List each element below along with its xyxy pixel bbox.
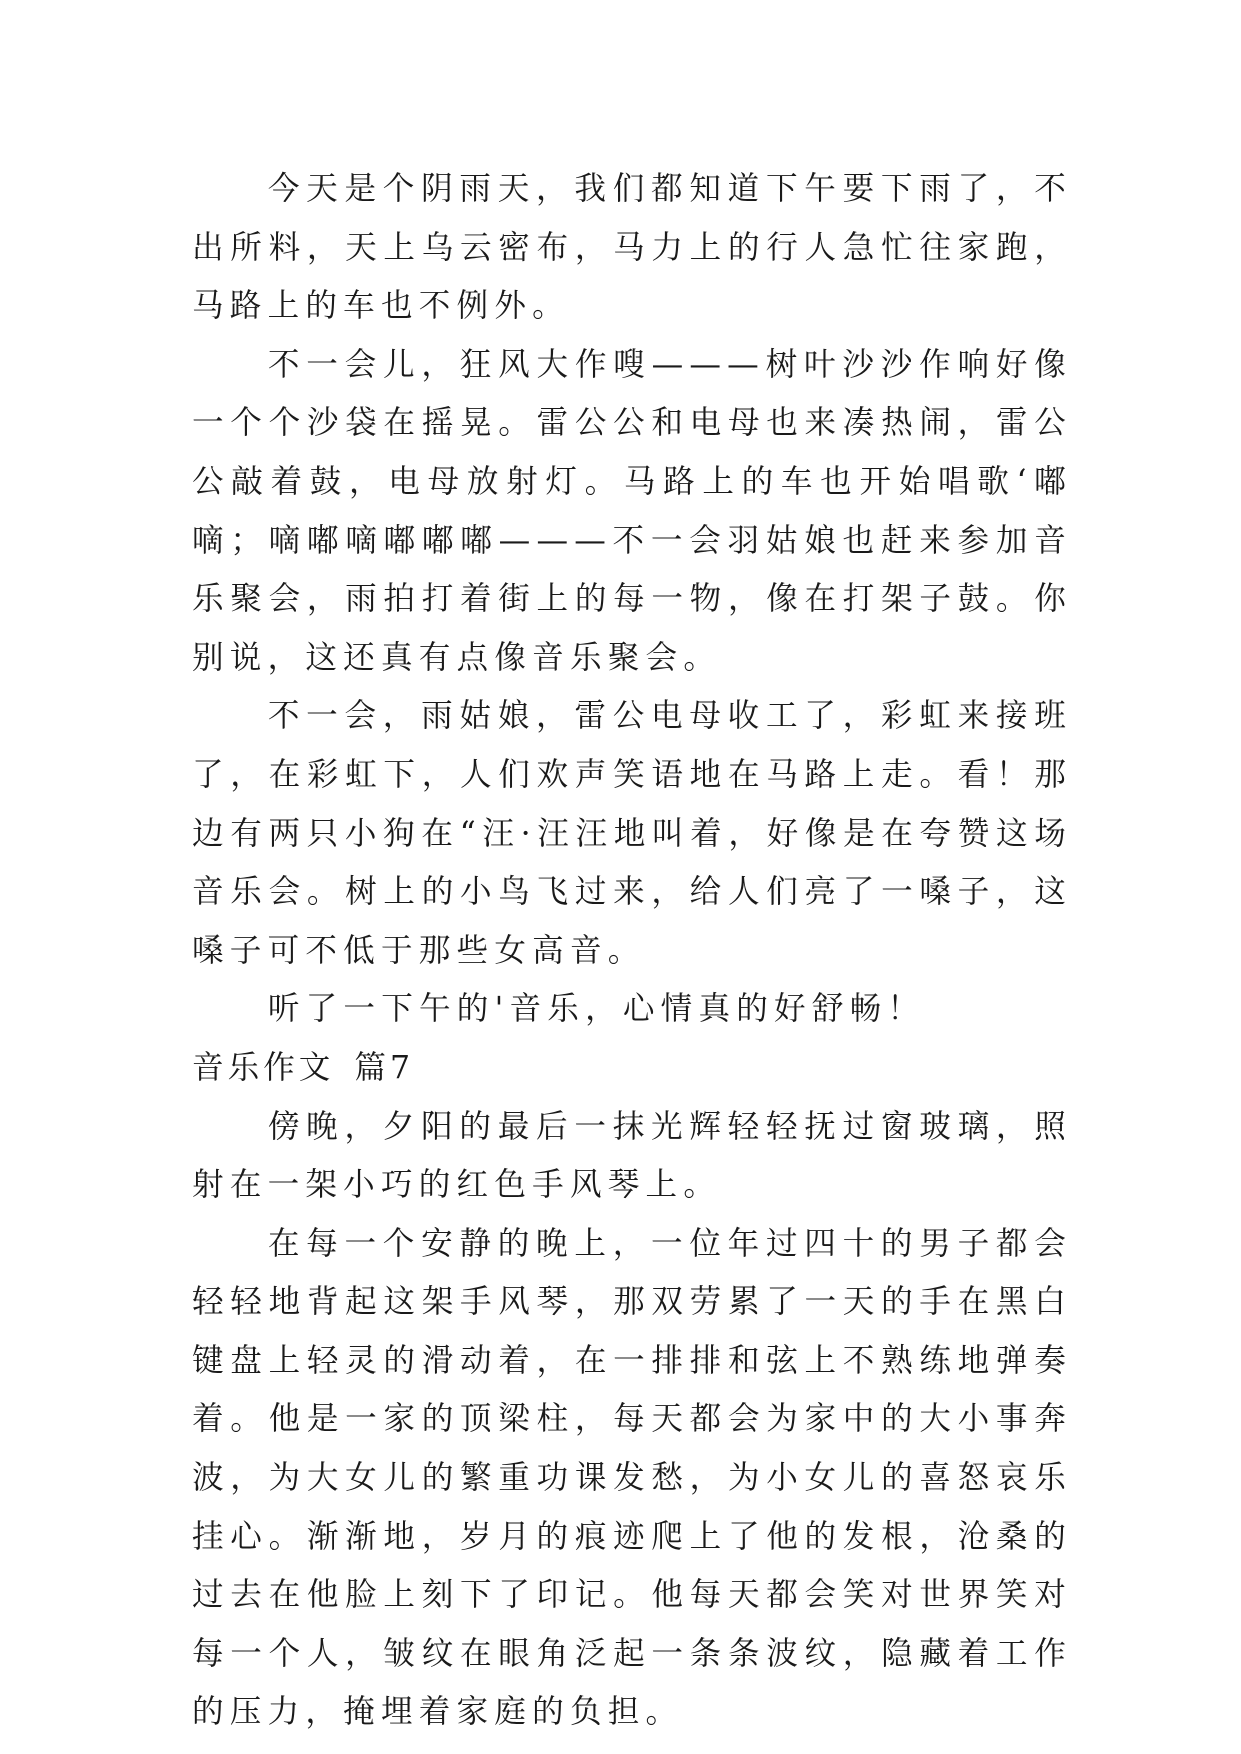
paragraph-evening-accordion: 傍晚，夕阳的最后一抹光辉轻轻抚过窗玻璃，照射在一架小巧的红色手风琴上。	[192, 1108, 1072, 1204]
section-heading	[192, 1039, 1072, 1098]
paragraph-rainy-day: 今天是个阴雨天，我们都知道下午要下雨了，不出所料，天上乌云密布，马力上的行人急忙往家跑，马路上的车也不例外。	[192, 171, 1072, 325]
document-body	[192, 160, 1072, 1742]
section-heading-number: 篇7	[354, 1049, 415, 1086]
paragraph-storm-music: 不一会儿，狂风大作嗖———树叶沙沙作响好像一个个沙袋在摇晃。雷公公和电母也来凑热闹，雷公公敲着鼓，电母放射灯。马路上的车也开始唱歌‘嘟嘀；嘀嘟嘀嘟嘟嘟———不一会羽姑娘也赶来参加音乐聚会，雨拍打着街上的每一物，像在打架子鼓。你别说，这还真有点像音乐聚会。	[192, 346, 1072, 676]
section-heading-title: 音乐作文	[192, 1049, 335, 1086]
paragraph-rainbow: 不一会，雨姑娘，雷公电母收工了，彩虹来接班了，在彩虹下，人们欢声笑语地在马路上走。看！那边有两只小狗在“汪·汪汪地叫着，好像是在夸赞这场音乐会。树上的小鸟飞过来，给人们亮了一嗓子，这嗓子可不低于那些女高音。	[192, 698, 1072, 969]
paragraph-afternoon-music: 听了一下午的'音乐，心情真的好舒畅！	[267, 991, 926, 1028]
paragraph-father: 在每一个安静的晚上，一位年过四十的男子都会轻轻地背起这架手风琴，那双劳累了一天的手在黑白键盘上轻灵的滑动着，在一排排和弦上不熟练地弹奏着。他是一家的顶梁柱，每天都会为家中的大小事奔波，为大女儿的繁重功课发愁，为小女儿的喜怒哀乐挂心。渐渐地，岁月的痕迹爬上了他的发根，沧桑的过去在他脸上刻下了印记。他每天都会笑对世界笑对每一个人，皱纹在眼角泛起一条条波纹，隐藏着工作的压力，掩埋着家庭的负担。	[192, 1225, 1072, 1731]
